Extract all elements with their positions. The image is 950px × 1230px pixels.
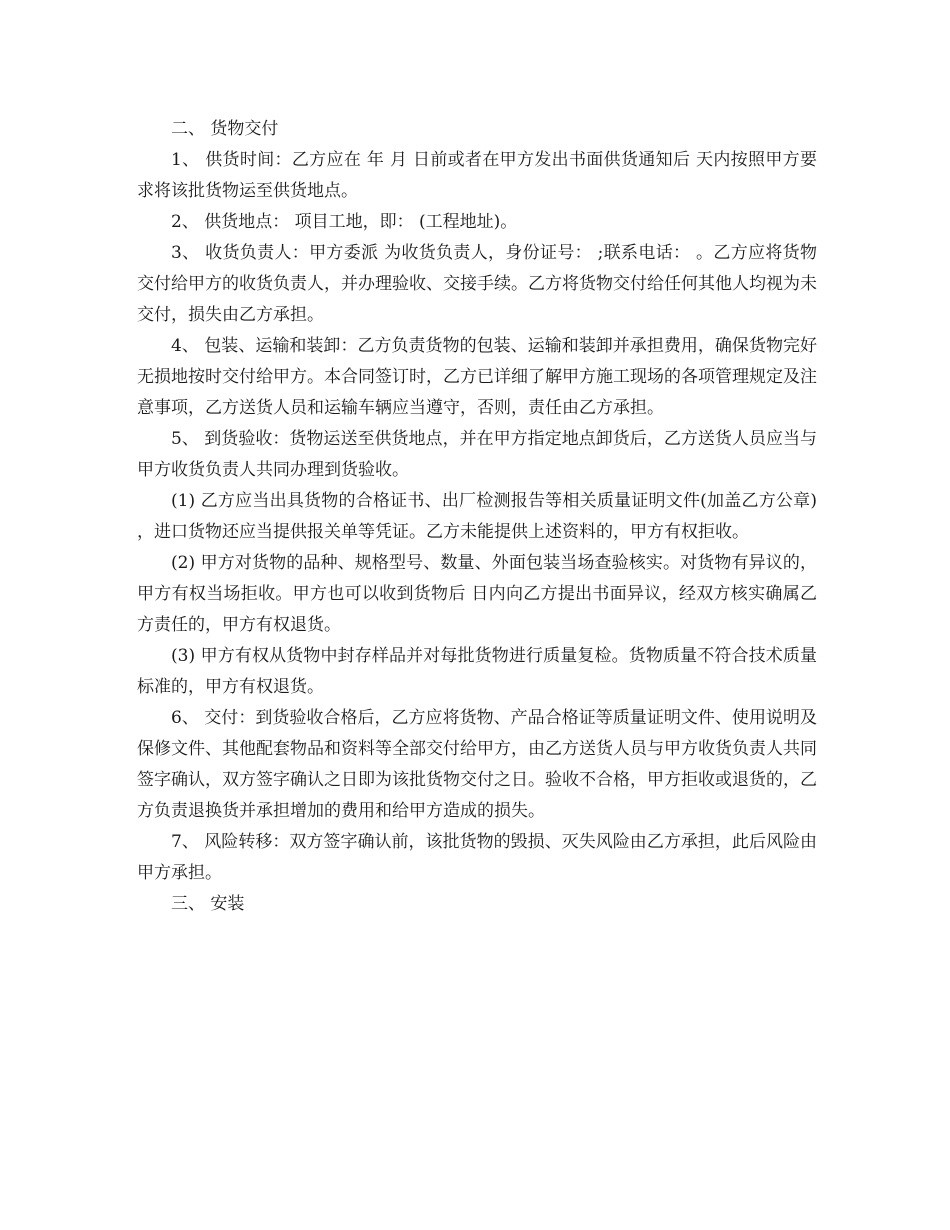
clause-receiver: 3、 收货负责人：甲方委派 为收货负责人，身份证号： ;联系电话： 。乙方应将货物交付给甲方的收货负责人，并办理验收、交接手续。乙方将货物交付给任何其他人均视为未交付，损失由乙方承担。 xyxy=(137,243,817,325)
section-heading-installation: 三、 安装 xyxy=(171,894,245,914)
clause-risk-transfer: 7、 风险转移：双方签字确认前，该批货物的毁损、灭失风险由乙方承担，此后风险由甲方承担。 xyxy=(137,832,817,883)
document-body xyxy=(137,114,817,920)
sub-clause-3: (3) 甲方有权从货物中封存样品并对每批货物进行质量复检。货物质量不符合技术质量标准的，甲方有权退货。 xyxy=(137,646,817,697)
sub-clause-2: (2) 甲方对货物的品种、规格型号、数量、外面包装当场查验核实。对货物有异议的，甲方有权当场拒收。甲方也可以收到货物后 日内向乙方提出书面异议，经双方核实确属乙方责任的，甲方有权退货。 xyxy=(137,553,817,635)
clause-packaging-transport: 4、 包装、运输和装卸：乙方负责货物的包装、运输和装卸并承担费用，确保货物完好无损地按时交付给甲方。本合同签订时，乙方已详细了解甲方施工现场的各项管理规定及注意事项，乙方送货人员和运输车辆应当遵守，否则，责任由乙方承担。 xyxy=(137,336,817,418)
clause-arrival-inspection: 5、 到货验收：货物运送至供货地点，并在甲方指定地点卸货后，乙方送货人员应当与甲方收货负责人共同办理到货验收。 xyxy=(137,429,817,480)
sub-clause-1: (1) 乙方应当出具货物的合格证书、出厂检测报告等相关质量证明文件(加盖乙方公章)，进口货物还应当提供报关单等凭证。乙方未能提供上述资料的，甲方有权拒收。 xyxy=(137,491,817,542)
section-heading-delivery: 二、 货物交付 xyxy=(171,119,279,139)
clause-supply-location: 2、 供货地点： 项目工地，即： (工程地址)。 xyxy=(171,212,518,232)
clause-delivery: 6、 交付：到货验收合格后，乙方应将货物、产品合格证等质量证明文件、使用说明及保修文件、其他配套物品和资料等全部交付给甲方，由乙方送货人员与甲方收货负责人共同签字确认，双方签字确认之日即为该批货物交付之日。验收不合格，甲方拒收或退货的，乙方负责退换货并承担增加的费用和给甲方造成的损失。 xyxy=(137,708,817,821)
clause-supply-time: 1、 供货时间：乙方应在 年 月 日前或者在甲方发出书面供货通知后 天内按照甲方要求将该批货物运至供货地点。 xyxy=(137,150,817,201)
